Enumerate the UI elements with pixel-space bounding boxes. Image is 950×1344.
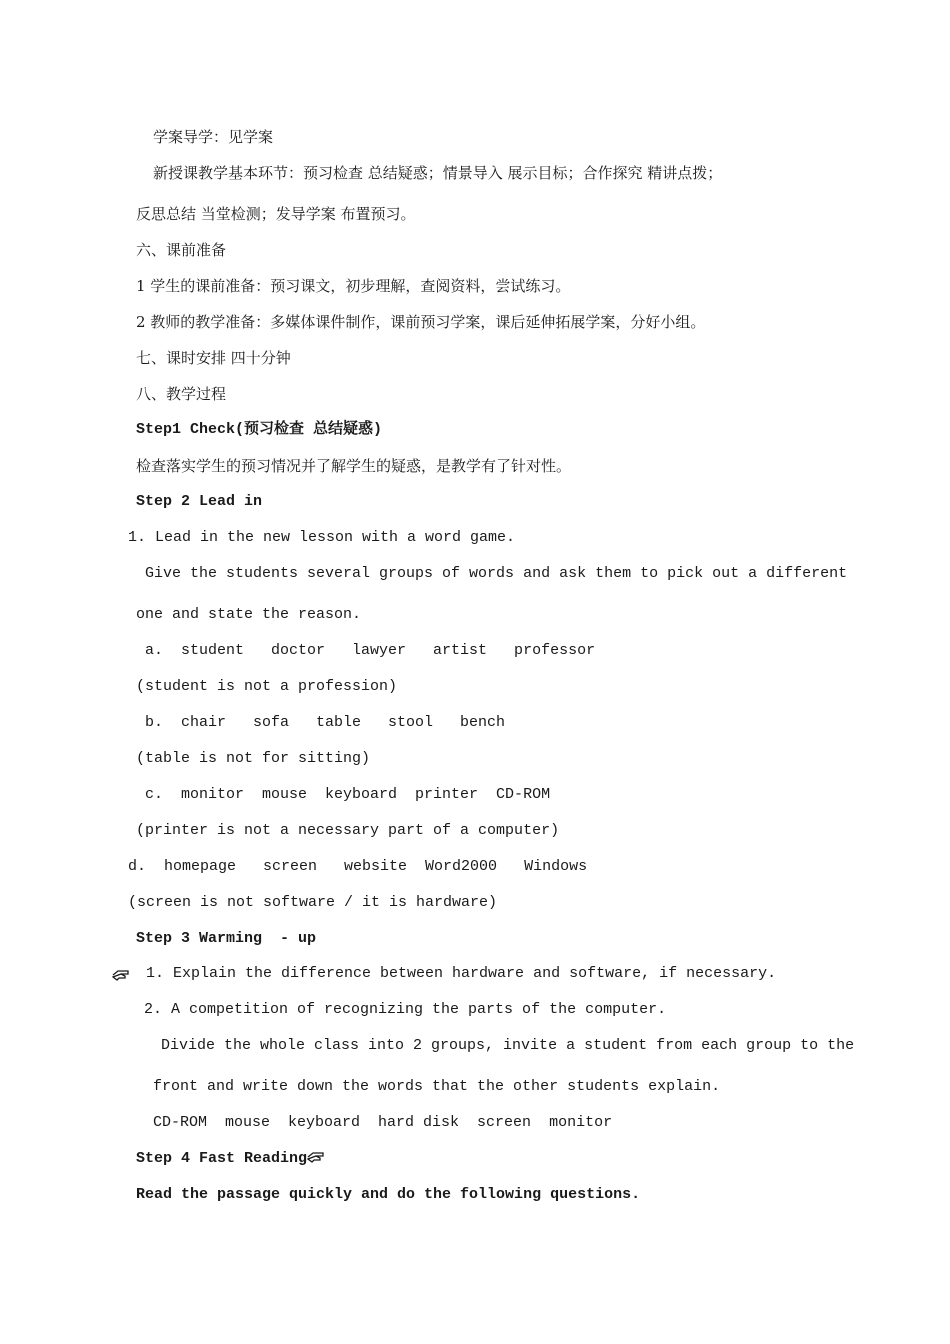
text-line: 2 教师的教学准备：多媒体课件制作，课前预习学案，课后延伸拓展学案，分好小组。	[136, 313, 706, 331]
step-heading: Step 4 Fast Reading	[136, 1150, 308, 1167]
text-line: Give the students several groups of words and ask them to pick out a different	[136, 565, 848, 582]
text-line: 反思总结 当堂检测；发导学案 布置预习。	[136, 205, 416, 223]
word-group: b. chair sofa table stool bench	[136, 714, 506, 731]
answer-line: (printer is not a necessary part of a computer)	[136, 822, 560, 839]
text-line: front and write down the words that the other students explain.	[153, 1078, 721, 1095]
section-heading: 八、教学过程	[136, 385, 227, 403]
step-heading-row	[136, 1149, 325, 1169]
answer-line: (screen is not software / it is hardware)	[128, 894, 498, 911]
instruction-line: Read the passage quickly and do the following questions.	[136, 1186, 641, 1203]
word-group: d. homepage screen website Word2000 Windows	[128, 858, 588, 875]
step-heading: Step 2 Lead in	[136, 493, 263, 510]
word-list: CD-ROM mouse keyboard hard disk screen monitor	[153, 1114, 613, 1131]
hand-pointer-icon	[112, 967, 130, 981]
text-line: 检查落实学生的预习情况并了解学生的疑惑，是教学有了针对性。	[136, 457, 572, 475]
section-heading: 六、课前准备	[136, 241, 227, 259]
text-line: 新授课教学基本环节：预习检查 总结疑惑；情景导入 展示目标；合作探究 精讲点拨；	[153, 164, 723, 182]
text-line: 1. Explain the difference between hardware and software, if necessary.	[146, 965, 777, 982]
answer-line: (table is not for sitting)	[136, 750, 371, 767]
hand-pointer-icon	[307, 1150, 325, 1164]
text-line: 2. A competition of recognizing the parts of the computer.	[144, 1001, 667, 1018]
text-line: 学案导学：见学案	[153, 128, 274, 146]
step-heading: Step 3 Warming - up	[136, 930, 317, 947]
word-group: a. student doctor lawyer artist professor	[136, 642, 596, 659]
answer-line: (student is not a profession)	[136, 678, 398, 695]
word-group: c. monitor mouse keyboard printer CD-ROM	[136, 786, 551, 803]
section-heading: 七、课时安排 四十分钟	[136, 349, 291, 367]
text-line: 1 学生的课前准备：预习课文，初步理解，查阅资料，尝试练习。	[136, 277, 571, 295]
text-line: Divide the whole class into 2 groups, invite a student from each group to the	[161, 1037, 855, 1054]
step-heading: Step1 Check(预习检查 总结疑惑)	[136, 421, 383, 438]
text-line: 1. Lead in the new lesson with a word game.	[128, 529, 516, 546]
text-line: one and state the reason.	[136, 606, 362, 623]
